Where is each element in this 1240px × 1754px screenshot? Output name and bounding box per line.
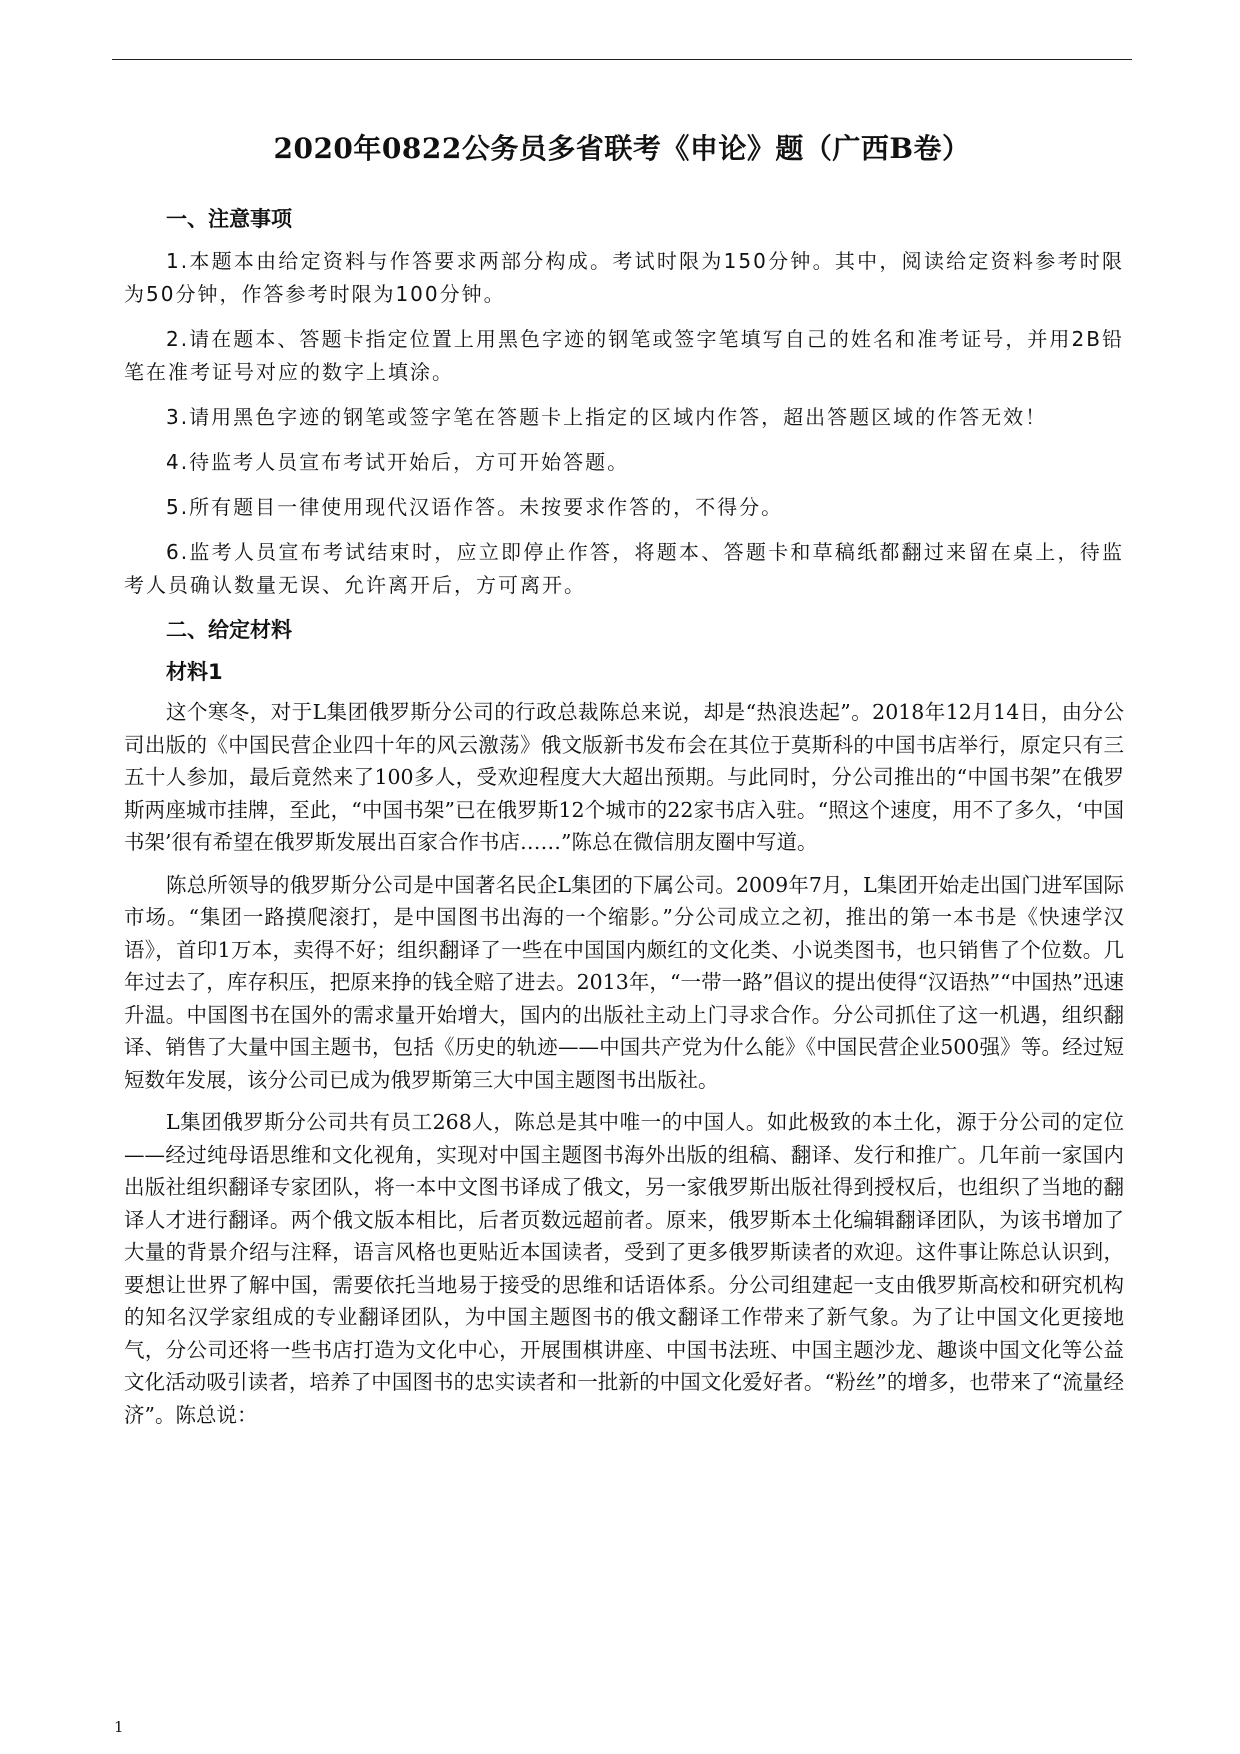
material-title: 材料1 bbox=[166, 660, 223, 684]
document-body bbox=[124, 203, 1124, 1441]
notice-item-5: 5.所有题目一律使用现代汉语作答。未按要求作答的，不得分。 bbox=[166, 495, 784, 519]
page-number: 1 bbox=[114, 1718, 124, 1736]
page-title: 2020年0822公务员多省联考《申论》题（广西B卷） bbox=[273, 131, 971, 165]
notice-item-4: 4.待监考人员宣布考试开始后，方可开始答题。 bbox=[166, 450, 630, 474]
material-paragraph-2: 陈总所领导的俄罗斯分公司是中国著名民企L集团的下属公司。2009年7月，L集团开始走出国门进军国际市场。“集团一路摸爬滚打，是中国图书出海的一个缩影。”分公司成立之初，推出的第一本书是《快速学汉语》，首印1万本，卖得不好；组织翻译了一些在中国国内颇红的文化类、小说类图书，也只销售了个位数。几年过去了，库存积压，把原来挣的钱全赔了进去。2013年，“一带一路”倡议的提出使得“汉语热”“中国热”迅速升温。中国图书在国外的需求量开始增大，国内的出版社主动上门寻求合作。分公司抓住了这一机遇，组织翻译、销售了大量中国主题书，包括《历史的轨迹——中国共产党为什么能》《中国民营企业500强》等。经过短短数年发展，该分公司已成为俄罗斯第三大中国主题图书出版社。 bbox=[124, 872, 1124, 1092]
notice-item-2: 2.请在题本、答题卡指定位置上用黑色字迹的钢笔或签字笔填写自己的姓名和准考证号，并用2B铅笔在准考证号对应的数字上填涂。 bbox=[124, 327, 1124, 384]
notice-item-6: 6.监考人员宣布考试结束时，应立即停止作答，将题本、答题卡和草稿纸都翻过来留在桌上，待监考人员确认数量无误、允许离开后，方可离开。 bbox=[124, 540, 1124, 597]
header-rule bbox=[112, 59, 1132, 60]
material-paragraph-1: 这个寒冬，对于L集团俄罗斯分公司的行政总裁陈总来说，却是“热浪迭起”。2018年12月14日，由分公司出版的《中国民营企业四十年的风云激荡》俄文版新书发布会在其位于莫斯科的中国书店举行，原定只有三五十人参加，最后竟然来了100多人，受欢迎程度大大超出预期。与此同时，分公司推出的“中国书架”在俄罗斯两座城市挂牌，至此，“中国书架”已在俄罗斯12个城市的22家书店入驻。“照这个速度，用不了多久，‘中国书架’很有希望在俄罗斯发展出百家合作书店……”陈总在微信朋友圈中写道。 bbox=[124, 700, 1124, 854]
section-heading-materials: 二、给定材料 bbox=[166, 618, 292, 642]
notice-item-1: 1.本题本由给定资料与作答要求两部分构成。考试时限为150分钟。其中，阅读给定资料参考时限为50分钟，作答参考时限为100分钟。 bbox=[124, 249, 1124, 306]
section-heading-notice: 一、注意事项 bbox=[166, 207, 292, 231]
material-paragraph-3: L集团俄罗斯分公司共有员工268人，陈总是其中唯一的中国人。如此极致的本土化，源于分公司的定位——经过纯母语思维和文化视角，实现对中国主题图书海外出版的组稿、翻译、发行和推广。几年前一家国内出版社组织翻译专家团队，将一本中文图书译成了俄文，另一家俄罗斯出版社得到授权后，也组织了当地的翻译人才进行翻译。两个俄文版本相比，后者页数远超前者。原来，俄罗斯本土化编辑翻译团队，为该书增加了大量的背景介绍与注释，语言风格也更贴近本国读者，受到了更多俄罗斯读者的欢迎。这件事让陈总认识到，要想让世界了解中国，需要依托当地易于接受的思维和话语体系。分公司组建起一支由俄罗斯高校和研究机构的知名汉学家组成的专业翻译团队，为中国主题图书的俄文翻译工作带来了新气象。为了让中国文化更接地气，分公司还将一些书店打造为文化中心，开展围棋讲座、中国书法班、中国主题沙龙、趣谈中国文化等公益文化活动吸引读者，培养了中国图书的忠实读者和一批新的中国文化爱好者。“粉丝”的增多，也带来了“流量经济”。陈总说： bbox=[124, 1110, 1124, 1427]
notice-item-3: 3.请用黑色字迹的钢笔或签字笔在答题卡上指定的区域内作答，超出答题区域的作答无效！ bbox=[166, 405, 1048, 429]
